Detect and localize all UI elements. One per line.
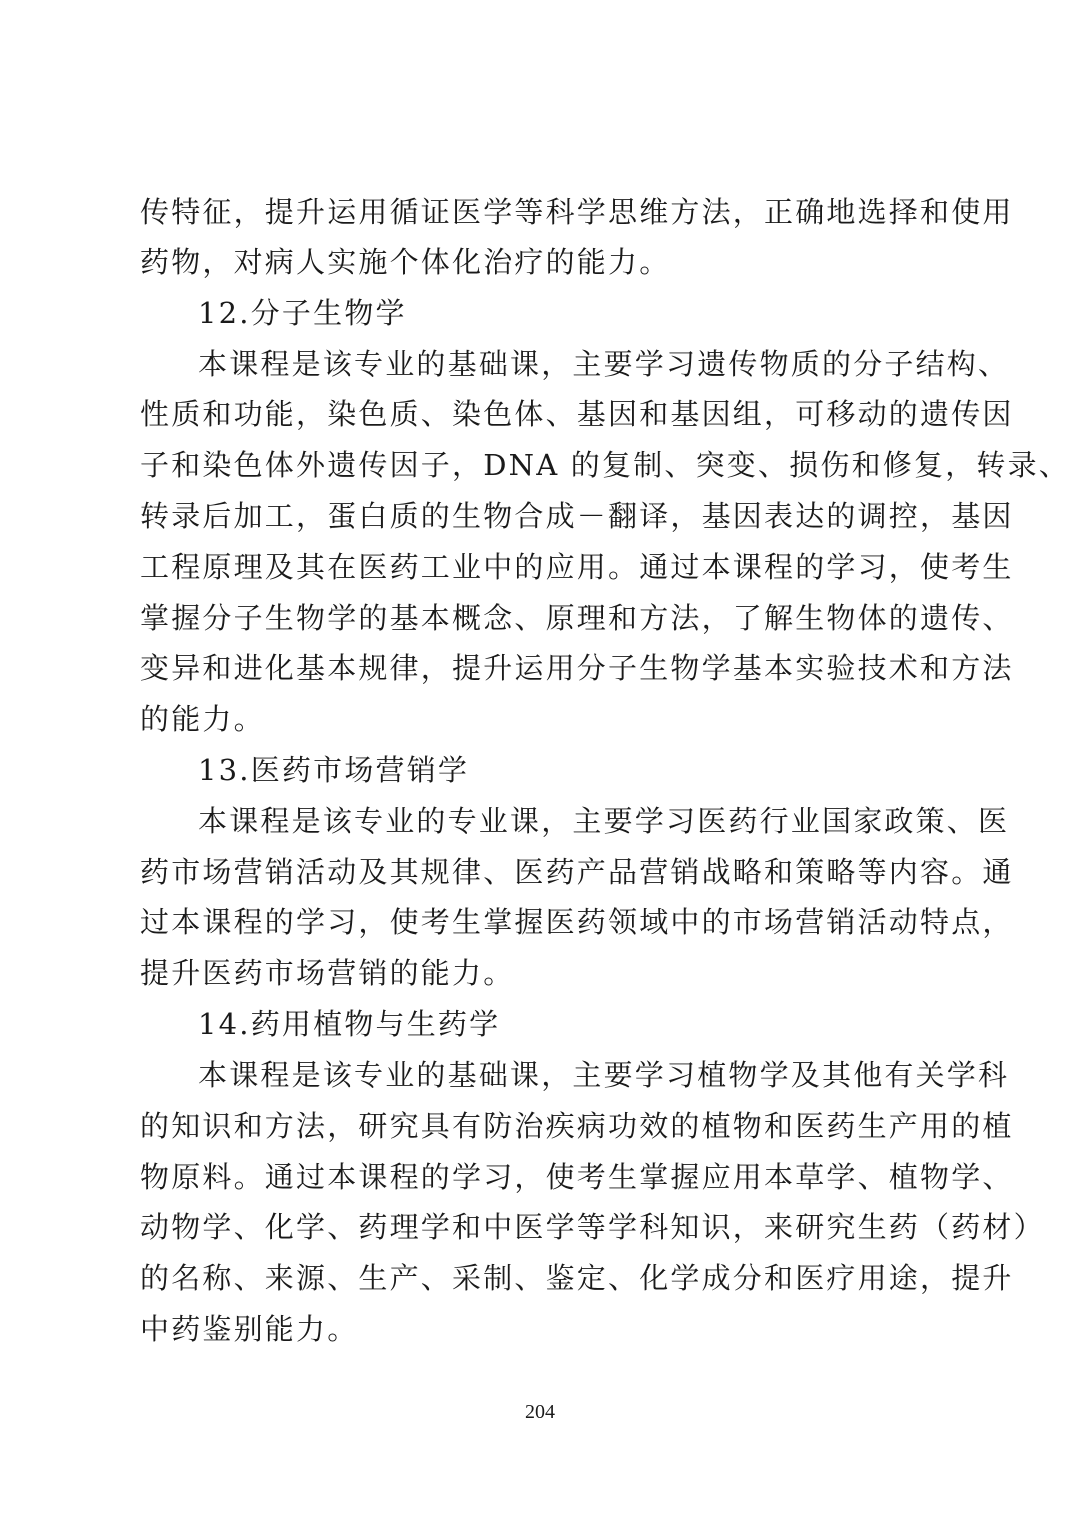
text-line: 掌握分子生物学的基本概念、原理和方法，了解生物体的遗传、	[140, 601, 1014, 635]
text-line: 药物，对病人实施个体化治疗的能力。	[140, 245, 671, 279]
text-line: 子和染色体外遗传因子，DNA 的复制、突变、损伤和修复，转录、	[140, 448, 1070, 482]
text-line: 本课程是该专业的专业课，主要学习医药行业国家政策、医	[198, 804, 1010, 838]
text-line: 本课程是该专业的基础课，主要学习植物学及其他有关学科	[198, 1058, 1010, 1092]
section-heading: 13.医药市场营销学	[198, 753, 470, 787]
text-line: 的知识和方法，研究具有防治疾病功效的植物和医药生产用的植	[140, 1109, 1014, 1143]
text-line: 转录后加工，蛋白质的生物合成－翻译，基因表达的调控，基因	[140, 499, 1014, 533]
text-line: 过本课程的学习，使考生掌握医药领域中的市场营销活动特点，	[140, 905, 1014, 939]
text-line: 的能力。	[140, 702, 265, 736]
text-line: 工程原理及其在医药工业中的应用。通过本课程的学习，使考生	[140, 550, 1014, 584]
text-line: 动物学、化学、药理学和中医学等学科知识，来研究生药（药材）	[140, 1210, 1045, 1244]
text-line: 物原料。通过本课程的学习，使考生掌握应用本草学、植物学、	[140, 1160, 1014, 1194]
page-number: 204	[525, 1401, 555, 1423]
text-line: 变异和进化基本规律，提升运用分子生物学基本实验技术和方法	[140, 651, 1014, 685]
text-line: 中药鉴别能力。	[140, 1312, 359, 1346]
text-line: 的名称、来源、生产、采制、鉴定、化学成分和医疗用途，提升	[140, 1261, 1014, 1295]
text-line: 性质和功能，染色质、染色体、基因和基因组，可移动的遗传因	[140, 397, 1014, 431]
section-heading: 14.药用植物与生药学	[198, 1007, 501, 1041]
section-heading: 12.分子生物学	[198, 296, 407, 330]
text-line: 药市场营销活动及其规律、医药产品营销战略和策略等内容。通	[140, 855, 1014, 889]
text-line: 提升医药市场营销的能力。	[140, 956, 515, 990]
text-line: 传特征，提升运用循证医学等科学思维方法，正确地选择和使用	[140, 195, 1014, 229]
text-line: 本课程是该专业的基础课，主要学习遗传物质的分子结构、	[198, 347, 1010, 381]
